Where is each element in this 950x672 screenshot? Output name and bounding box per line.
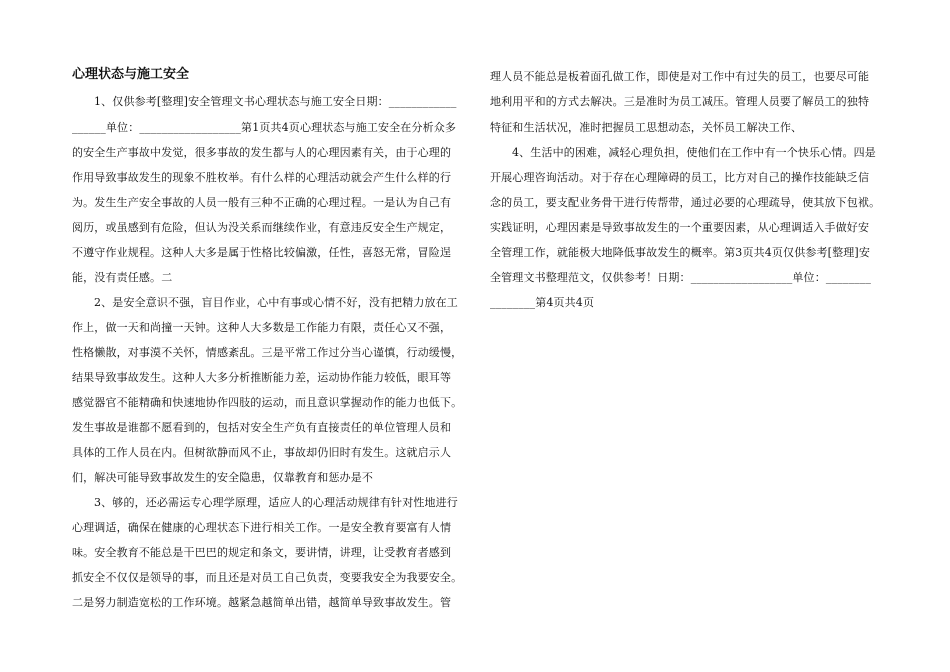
- paragraph-line: 全管理工作，就能极大地降低事故发生的概率。第3页共4页仅供参考[整理]安: [490, 246, 870, 259]
- paragraph-line: 二是努力制造宽松的工作环境。越紧急越简单出错，越简单导致事故发生。管: [72, 596, 452, 609]
- paragraph-line: 不遵守作业规程。这种人大多是属于性格比较偏激，任性，喜怒无常，冒险逞: [72, 246, 452, 259]
- paragraph-line: 为。发生生产安全事故的人员一般有三种不正确的心理过程。一是认为自己有: [72, 196, 452, 209]
- paragraph-line: 念的员工，要支配业务骨干进行传帮带，通过必要的心理疏导，使其放下包袱。: [490, 196, 881, 209]
- paragraph-line: 1、仅供参考[整理]安全管理文书心理状态与施工安全日期：____________: [94, 95, 457, 108]
- paragraph-line: 3、够的，还必需运专心理学原理，适应人的心理活动规律有针对性地进行: [94, 496, 458, 509]
- paragraph-line: 理人员不能总是板着面孔做工作，即使是对工作中有过失的员工，也要尽可能: [490, 70, 870, 83]
- paragraph-line: 作用导致事故发生的现象不胜枚举。有什么样的心理活动就会产生什么样的行: [72, 171, 452, 184]
- paragraph-line: 实践证明，心理因素是导致事故发生的一个重要因素，从心理调适入手做好安: [490, 221, 870, 234]
- paragraph-line: ______单位：__________________第1页共4页心理状态与施工安全在分析众多: [72, 121, 457, 134]
- paragraph-line: ________第4页共4页: [490, 296, 595, 309]
- paragraph-line: 能，没有责任感。二: [72, 271, 173, 284]
- document-title: 心理状态与施工安全: [72, 67, 190, 82]
- paragraph-line: 特征和生活状况，准时把握员工思想动态，关怀员工解决工作、: [490, 121, 803, 134]
- paragraph-line: 全管理文书整理范文，仅供参考！日期：__________________单位：________: [490, 271, 872, 284]
- paragraph-line: 地利用平和的方式去解决。三是准时为员工减压。管理人员要了解员工的独特: [490, 95, 870, 108]
- paragraph-line: 阅历，或虽感到有危险，但认为没关系而继续作业，有意违反安全生产规定，: [72, 221, 452, 234]
- paragraph-line: 4、生活中的困难，减轻心理负担，使他们在工作中有一个快乐心情。四是: [512, 146, 876, 159]
- paragraph-line: 们，解决可能导致事故发生的安全隐患，仅靠教育和惩办是不: [72, 471, 374, 484]
- paragraph-line: 的安全生产事故中发觉，很多事故的发生都与人的心理因素有关，由于心理的: [72, 146, 452, 159]
- paragraph-line: 抓安全不仅仅是领导的事，而且还是对员工自己负责，变要我安全为我要安全。: [72, 571, 463, 584]
- paragraph-line: 作上，做一天和尚撞一天钟。这种人大多数是工作能力有限，责任心又不强，: [72, 321, 452, 334]
- paragraph-line: 2、是安全意识不强，盲目作业，心中有事或心情不好，没有把精力放在工: [94, 296, 458, 309]
- paragraph-line: 结果导致事故发生。这种人大多分析推断能力差，运动协作能力较低，眼耳等: [72, 371, 452, 384]
- paragraph-line: 性格懒散，对事漠不关怀，情感紊乱。三是平常工作过分当心谨慎，行动缓慢，: [72, 346, 463, 359]
- paragraph-line: 感觉器官不能精确和快速地协作四肢的运动，而且意识掌握动作的能力也低下。: [72, 396, 463, 409]
- paragraph-line: 味。安全教育不能总是干巴巴的规定和条文，要讲情，讲理，让受教育者感到: [72, 546, 452, 559]
- paragraph-line: 具体的工作人员在内。但树欲静而风不止，事故却仍旧时有发生。这就启示人: [72, 446, 452, 459]
- paragraph-line: 心理调适，确保在健康的心理状态下进行相关工作。一是安全教育要富有人情: [72, 521, 452, 534]
- paragraph-line: 开展心理咨询活动。对于存在心理障碍的员工，比方对自己的操作技能缺乏信: [490, 171, 870, 184]
- paragraph-line: 发生事故是谁都不愿看到的，包括对安全生产负有直接责任的单位管理人员和: [72, 421, 452, 434]
